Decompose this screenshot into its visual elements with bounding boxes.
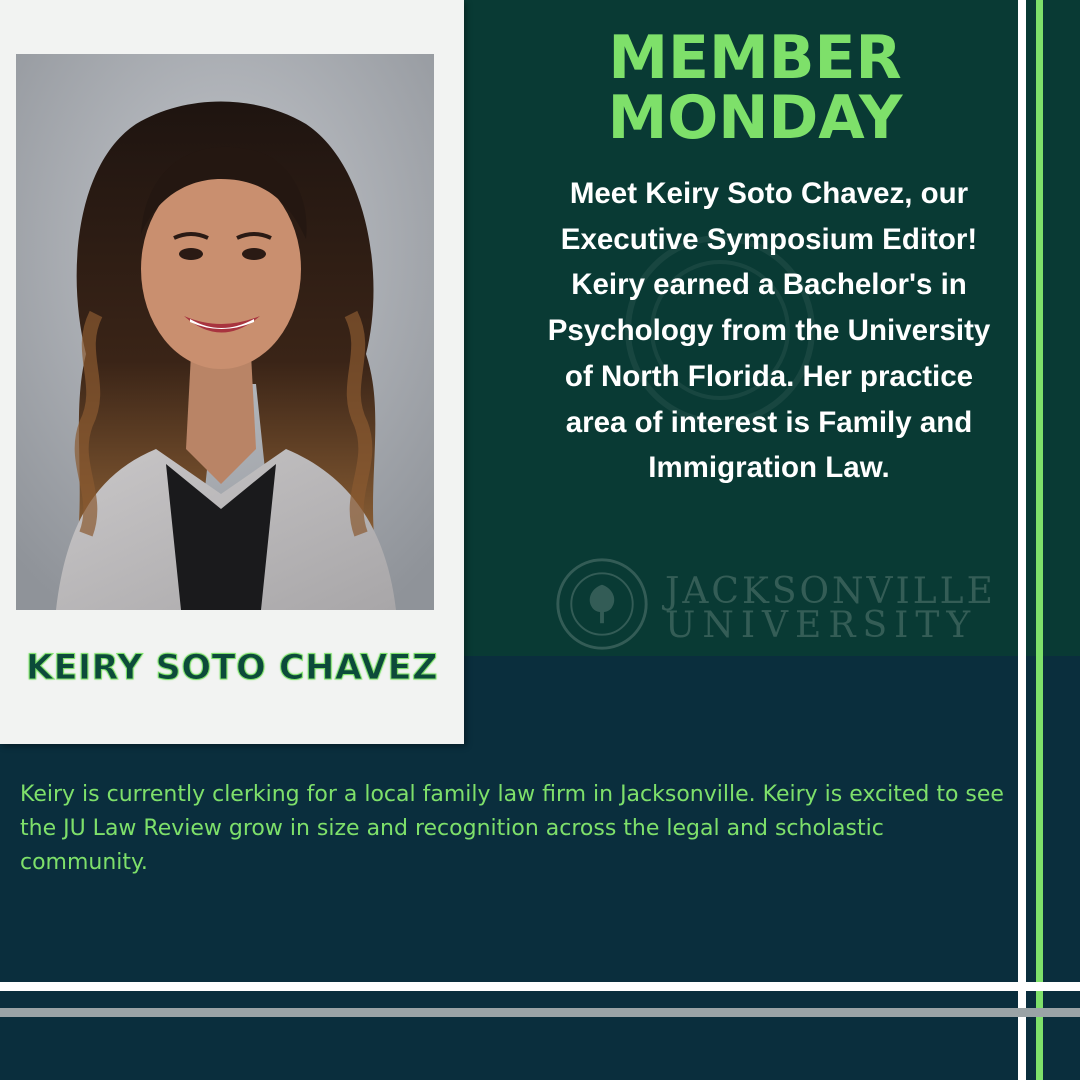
- university-seal-icon: [554, 556, 650, 652]
- title-line-1: MEMBER: [608, 23, 902, 93]
- title-line-2: MONDAY: [607, 83, 903, 153]
- horizontal-stripe-grey: [0, 1008, 1080, 1017]
- polaroid-card: [0, 0, 464, 744]
- horizontal-stripe-white: [0, 982, 1080, 991]
- vertical-stripe-green: [1036, 0, 1043, 1080]
- portrait-illustration: [16, 54, 434, 610]
- member-photo: [16, 54, 434, 610]
- member-name: KEIRY SOTO CHAVEZ: [26, 648, 438, 688]
- vertical-stripe-white: [1018, 0, 1026, 1080]
- intro-paragraph: Meet Keiry Soto Chavez, our Executive Symposium Editor! Keiry earned a Bachelor's in Psychology from the University of North Florida. Her practice area of interest is Family and Immigration Law.: [547, 177, 991, 485]
- watermark-university: UNIVERSITY: [665, 605, 978, 646]
- watermark-jacksonville: JACKSONVILLE: [665, 571, 996, 612]
- bottom-paragraph: Keiry is currently clerking for a local family law firm in Jacksonville. Keiry is excited to see the JU Law Review grow in size and recognition across the legal and scholastic community.: [20, 782, 1004, 875]
